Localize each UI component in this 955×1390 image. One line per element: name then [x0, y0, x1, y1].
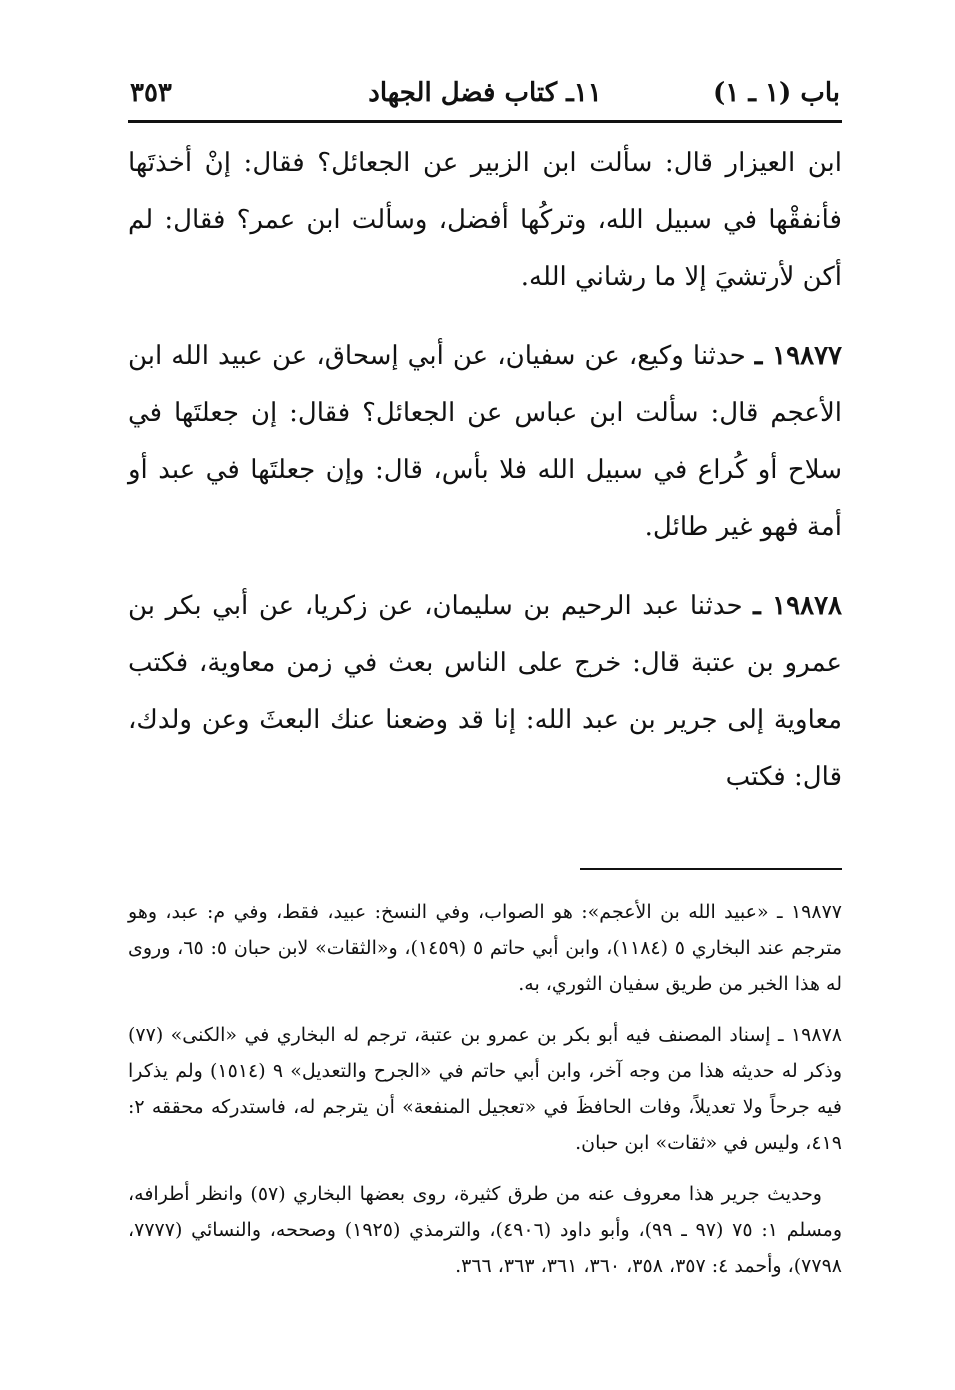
chapter-reference: باب (١ ـ ١) [713, 78, 840, 108]
hadith-text: حدثنا وكيع، عن سفيان، عن أبي إسحاق، عن عبيد الله ابن الأعجم قال: سألت ابن عباس عن الجعائل؟ فقال: إن جعلتَها في سلاح أو كُراع في سبيل الله فلا بأس، قال: وإن جعلتَها في عبد أو أمة فهو غير طائل. [128, 341, 842, 542]
footnotes [128, 894, 842, 1284]
footnote-divider [580, 868, 842, 870]
footnote-text: إسناد المصنف فيه أبو بكر بن عمرو بن عتبة، ترجم له البخاري في «الكنى» (٧٧) وذكر له حديثه هذا من وجه آخر، وابن أبي حاتم في «الجرح والتعديل» ٩ (١٥١٤) ولم يذكرا فيه جرحاً ولا تعديلاً، وفات الحافظَ في «تعجيل المنفعة» أن يترجم له، فاستدركه محققه ٢: ٤١٩، وليس في «ثقات» ابن حبان. [128, 1024, 843, 1154]
main-text [128, 135, 842, 806]
hadith-paragraph [128, 328, 842, 556]
hadith-paragraph [128, 135, 842, 306]
footnote-text: «عبيد الله بن الأعجم»: هو الصواب، وفي النسخ: عبيد، فقط، وفي م: عبد، وهو مترجم عند البخاري ٥ (١١٨٤)، وابن أبي حاتم ٥ (١٤٥٩)، و«الثقات» لابن حبان ٥: ٦٥، وروى له هذا الخبر من طريق سفيان الثوري، به. [128, 901, 842, 995]
footnote-text: وحديث جرير هذا معروف عنه من طرق كثيرة، روى بعضها البخاري (٥٧) وانظر أطرافه، ومسلم ١: ٧٥ (٩٧ ـ ٩٩)، وأبو داود (٤٩٠٦)، والترمذي (١٩٢٥) وصححه، والنسائي (٧٧٧٧، ٧٧٩٨)، وأحمد ٤: ٣٥٧، ٣٥٨، ٣٦٠، ٣٦١، ٣٦٣، ٣٦٦. [128, 1183, 842, 1277]
book-title: ١١ـ كتاب فضل الجهاد [368, 78, 602, 108]
hadith-paragraph [128, 578, 842, 806]
hadith-number: ١٩٨٧٨ ـ [753, 591, 842, 621]
book-page [128, 70, 842, 1360]
footnote [128, 1017, 842, 1161]
hadith-text: حدثنا عبد الرحيم بن سليمان، عن زكريا، عن أبي بكر بن عمرو بن عتبة قال: خرج على الناس بعث في زمن معاوية، فكتب معاوية إلى جرير بن عبد الله: إنا قد وضعنا عنك البعثَ وعن ولدك، قال: فكتب [128, 591, 842, 792]
footnote-number: ١٩٨٧٨ ـ [778, 1024, 842, 1046]
hadith-text: ابن العيزار قال: سألت ابن الزبير عن الجعائل؟ فقال: إنْ أخذتَها فأنفقْها في سبيل الله، وتركُها أفضل، وسألت ابن عمر؟ فقال: لم أكن لأرتشيَ إلا ما رشاني الله. [128, 148, 842, 292]
footnote-number: ١٩٨٧٧ ـ [776, 901, 842, 923]
footnote [128, 1176, 842, 1284]
page-number: ٣٥٣ [130, 78, 172, 108]
running-header [128, 70, 842, 123]
footnote [128, 894, 842, 1002]
hadith-number: ١٩٨٧٧ ـ [754, 341, 842, 371]
